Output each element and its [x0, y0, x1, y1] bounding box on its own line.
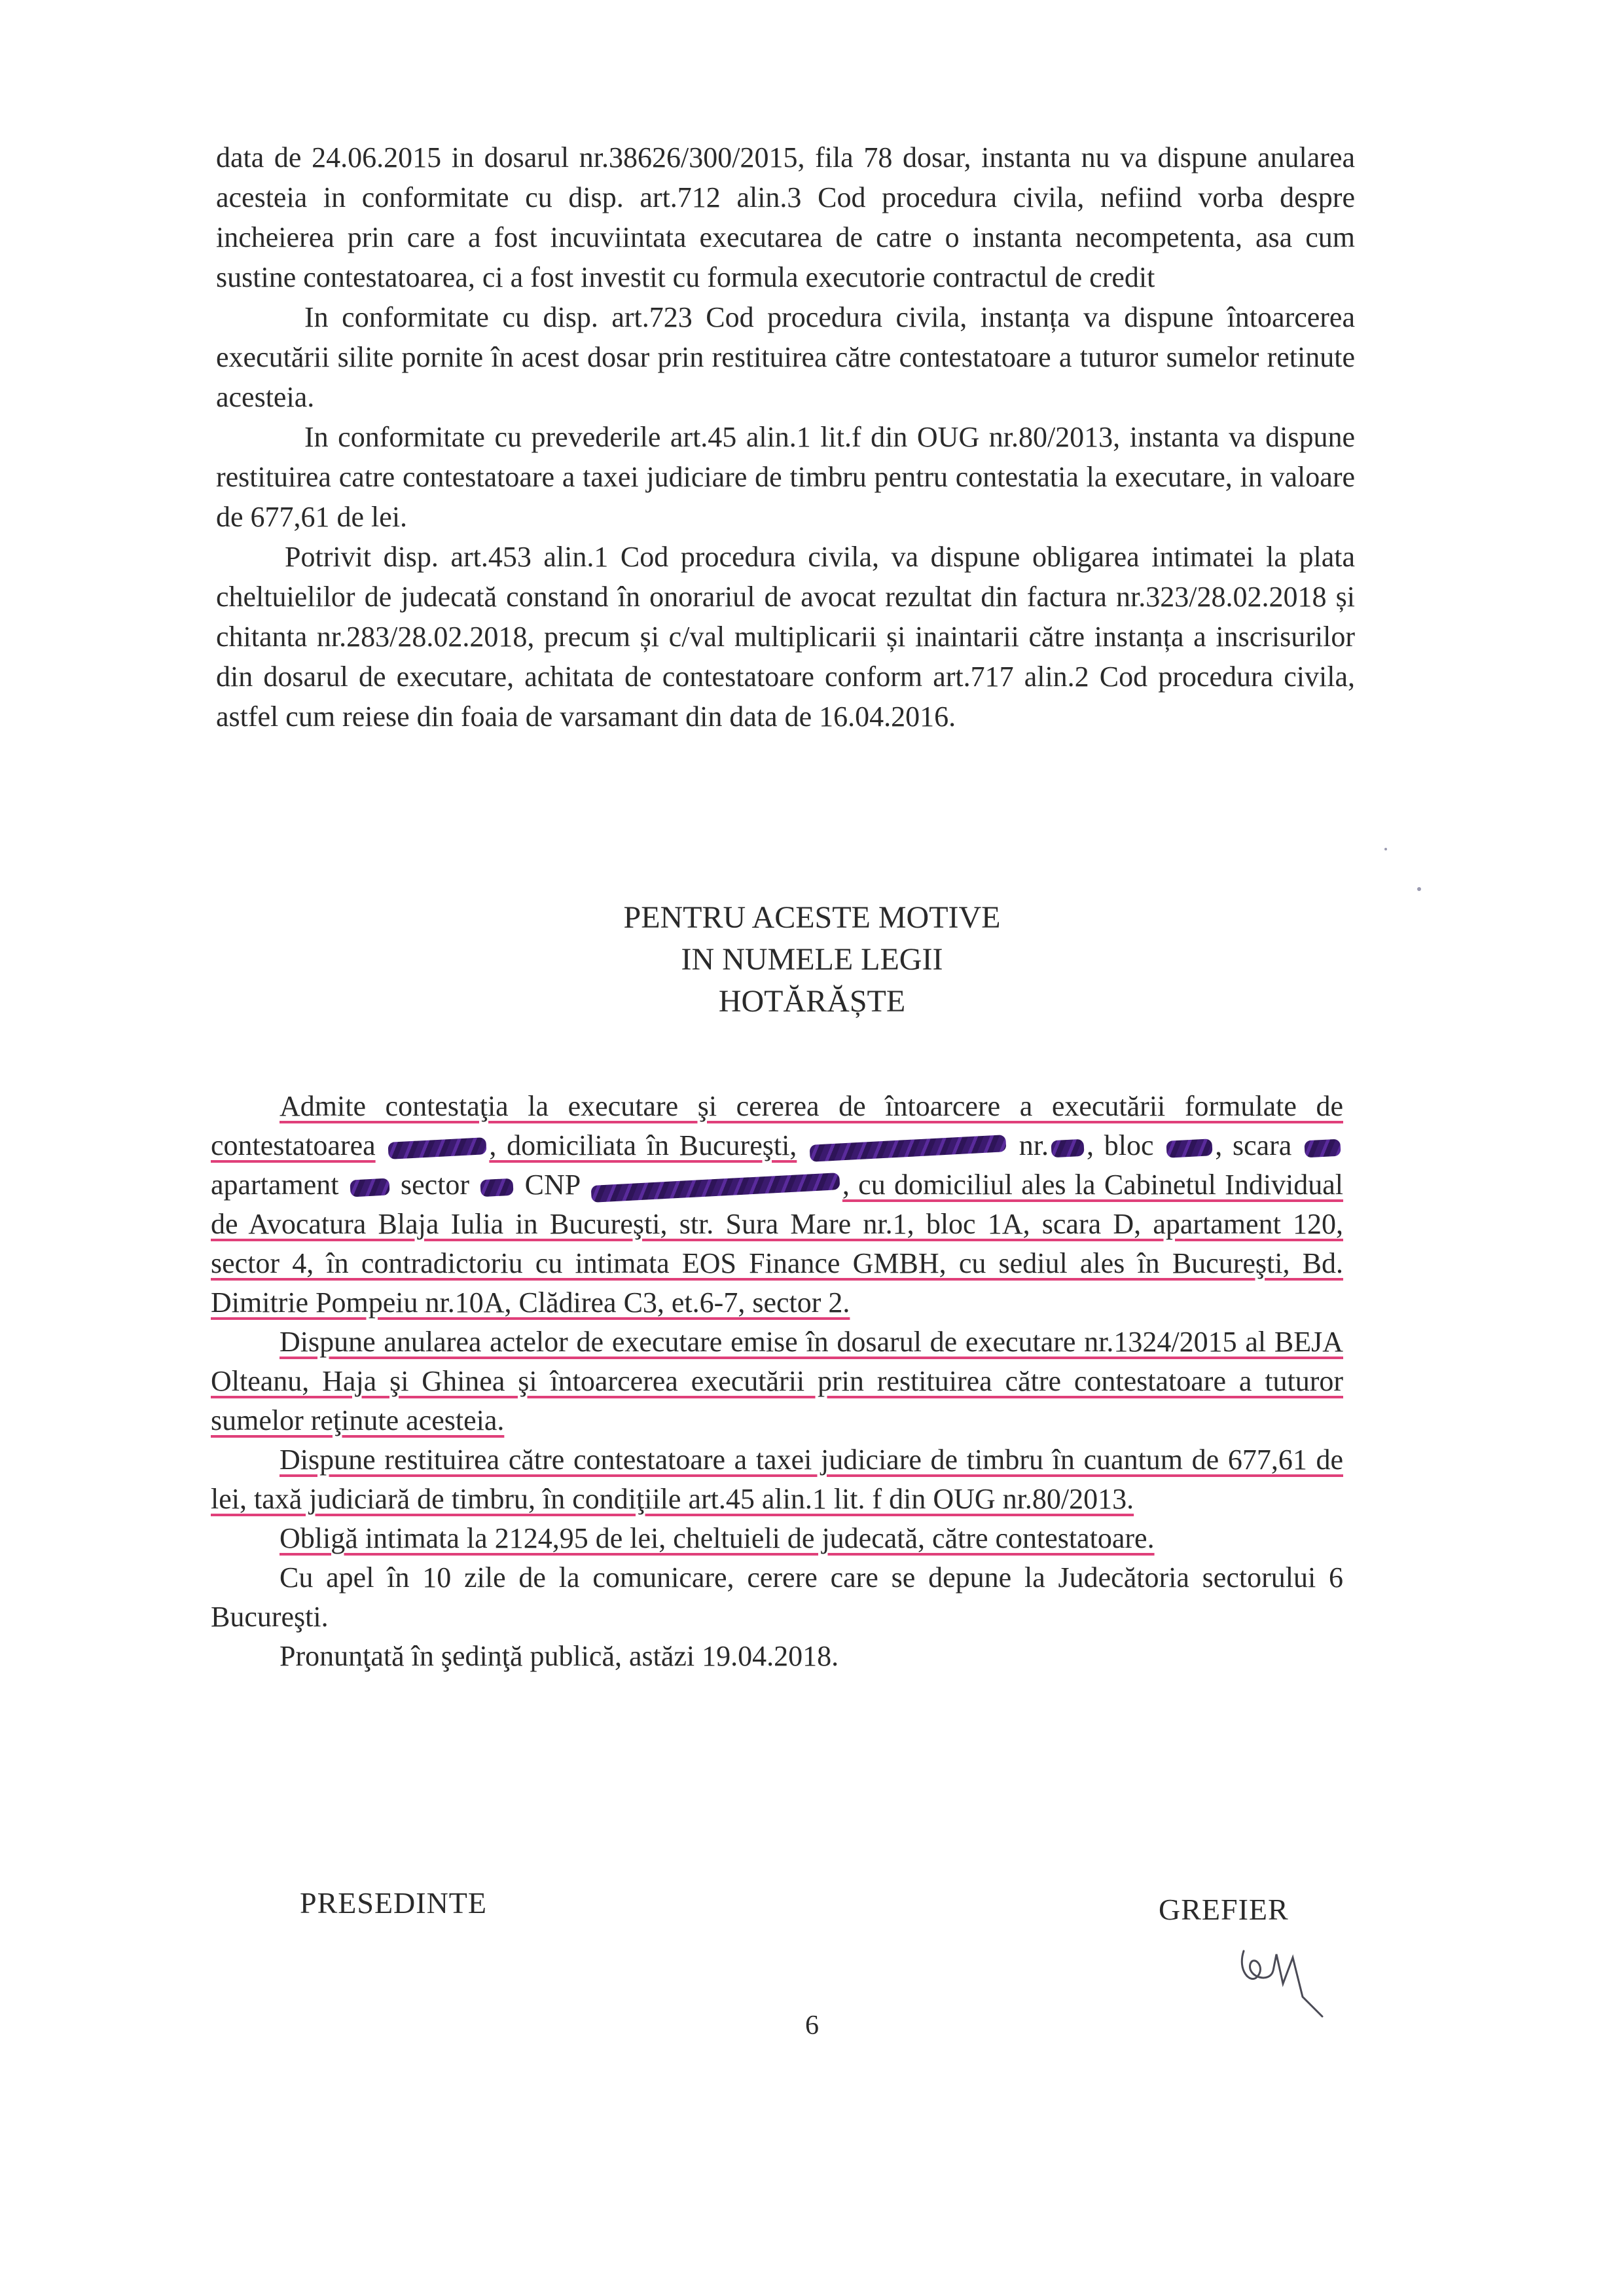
heading-hotaraste: HOTĂRĂȘTE	[718, 984, 906, 1019]
reasoning-section	[216, 137, 1355, 737]
heading-motive: PENTRU ACESTE MOTIVE	[623, 900, 1001, 935]
signature-label-grefier: GREFIER	[1159, 1893, 1289, 1926]
ruling-obliga	[211, 1519, 1343, 1558]
ruling-pronuntata: Pronunţată în şedinţă publică, astăzi 19.04.2018.	[280, 1640, 839, 1672]
ruling-dispune-restituire	[211, 1440, 1343, 1519]
paragraph-continuation: data de 24.06.2015 in dosarul nr.38626/300/2015, fila 78 dosar, instanta nu va dispune anularea acesteia in conformitate cu disp. art.712 alin.3 Cod procedura civila, nefiind vorba despre incheierea prin care a fost incuviintata executarea de catre o instanta necompetenta, asa cum sustine contestatoarea, ci a fost investit cu formula executorie contractul de credit	[216, 141, 1355, 293]
ruling-dispune-anulare-text: Dispune anularea actelor de executare emise în dosarul de executare nr.1324/2015 al BEJA Olteanu, Haja şi Ghinea şi întoarcerea executării prin restituirea către contestatoare a tuturor sumelor reţinute acesteia.	[211, 1326, 1343, 1436]
label-scara: , scara	[1215, 1129, 1292, 1161]
signature-label-presedinte: PRESEDINTE	[300, 1886, 487, 1920]
ruling-apel: Cu apel în 10 zile de la comunicare, cerere care se depune la Judecătoria sectorului 6 Bucureşti.	[211, 1561, 1343, 1633]
redaction-sector	[480, 1178, 514, 1197]
scan-speck	[1384, 848, 1387, 850]
ruling-admite-text: Admite contestaţia la executare şi cererea de întoarcere a executării formulate de contestatoarea	[211, 1090, 1343, 1161]
heading-legii: IN NUMELE LEGII	[681, 942, 943, 977]
scan-speck	[1417, 887, 1421, 891]
ruling-dispune-restituire-text: Dispune restituirea către contestatoare a taxei judiciare de timbru în cuantum de 677,61 de lei, taxă judiciară de timbru, în condiţiile art.45 alin.1 lit. f din OUG nr.80/2013.	[211, 1444, 1343, 1515]
label-bloc: , bloc	[1087, 1129, 1154, 1161]
redaction-apartament	[350, 1178, 389, 1197]
label-cnp: CNP	[524, 1169, 580, 1201]
paragraph-art723: In conformitate cu disp. art.723 Cod procedura civila, instanța va dispune întoarcerea executării silite pornite în acest dosar prin restituirea către contestatoare a tuturor sumelor retinute acesteia.	[216, 301, 1355, 413]
redaction-name	[388, 1137, 487, 1159]
ruling-section	[211, 1087, 1343, 1676]
redaction-nr	[1051, 1139, 1084, 1158]
label-nr: nr.	[1019, 1129, 1049, 1161]
ruling-domicile: , domiciliata în Bucureşti,	[489, 1129, 797, 1161]
redaction-street	[810, 1135, 1007, 1162]
redaction-cnp	[590, 1173, 840, 1203]
paragraph-art45: In conformitate cu prevederile art.45 alin.1 lit.f din OUG nr.80/2013, instanta va dispune restituirea catre contestatoare a taxei judiciare de timbru pentru contestatia la executare, in valoare de 677,61 de lei.	[216, 421, 1355, 533]
page-number: 6	[805, 2011, 819, 2041]
redaction-scara	[1304, 1139, 1341, 1157]
label-apartament: apartament	[211, 1169, 339, 1201]
ruling-admite	[211, 1087, 1343, 1322]
ruling-dispune-anulare	[211, 1322, 1343, 1440]
redaction-bloc	[1166, 1139, 1213, 1158]
paragraph-art453: Potrivit disp. art.453 alin.1 Cod procedura civila, va dispune obligarea intimatei la plata cheltuielilor de judecată constand în onorariul de avocat rezultat din factura nr.323/28.02.2018 și chitanta nr.283/28.02.2018, precum și c/val multiplicarii și inaintarii către instanța a inscrisurilor din dosarul de executare, achitata de contestatoare conform art.717 alin.2 Cod procedura civila, astfel cum reiese din foaia de varsamant din data de 16.04.2016.	[216, 541, 1355, 733]
ruling-address: , cu domiciliul ales la Cabinetul Individual de Avocatura Blaja Iulia in Bucureşti, str. Sura Mare nr.1, bloc 1A, scara D, apartament 120, sector 4, în contradictoriu cu intimata EOS Finance GMBH, cu sediul ales în Bucureşti, Bd. Dimitrie Pompeiu nr.10A, Clădirea C3, et.6-7, sector 2.	[211, 1169, 1344, 1319]
ruling-obliga-text: Obligă intimata la 2124,95 de lei, cheltuieli de judecată, către contestatoare.	[280, 1522, 1155, 1554]
label-sector: sector	[401, 1169, 470, 1201]
